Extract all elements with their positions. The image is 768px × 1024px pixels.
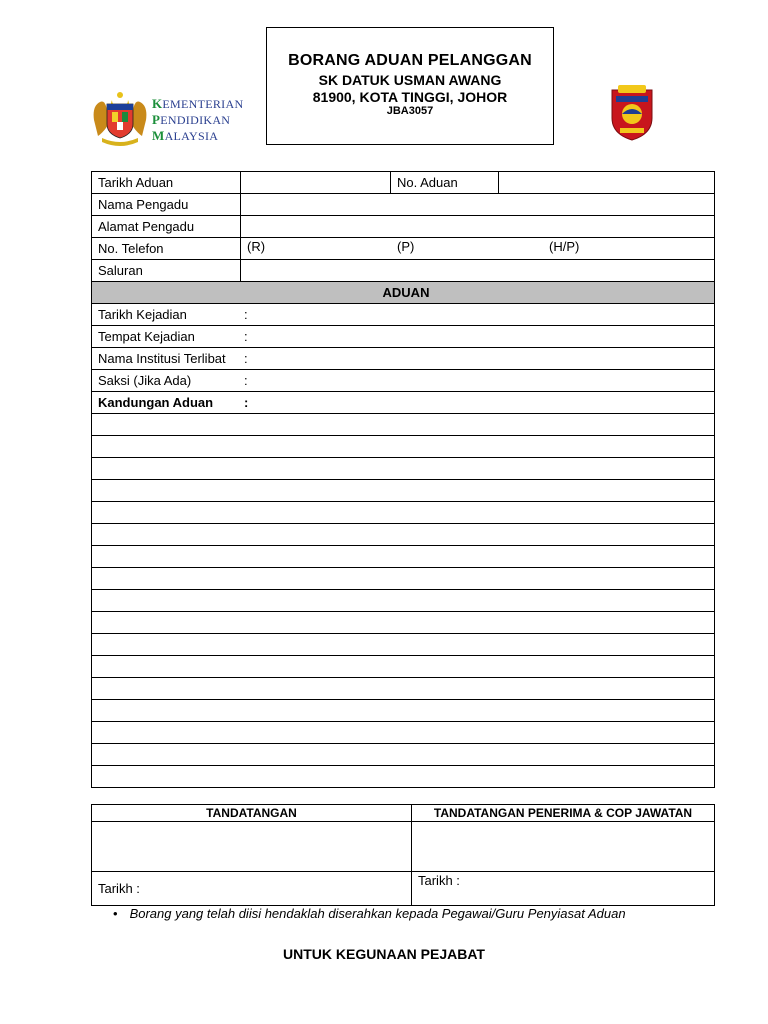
form-row <box>92 370 715 392</box>
form-row <box>92 194 715 216</box>
signature-table <box>91 804 715 906</box>
receiver-signature-box[interactable] <box>412 822 715 872</box>
complaint-content-input[interactable] <box>92 436 715 458</box>
no-aduan-input[interactable] <box>499 172 715 194</box>
tarikh-aduan-input[interactable] <box>241 172 391 194</box>
kpm-logo-text: KEMENTERIAN PENDIDIKAN MALAYSIA <box>152 96 244 143</box>
office-use-heading: UNTUK KEGUNAAN PEJABAT <box>283 946 485 962</box>
field-label-tarikh-kejadian: Tarikh Kejadian <box>98 307 187 322</box>
saksi-field[interactable] <box>92 370 715 392</box>
complaint-content-input[interactable] <box>92 524 715 546</box>
complaint-content-input[interactable] <box>92 678 715 700</box>
complaint-form-table <box>91 171 715 788</box>
field-label-no-aduan: No. Aduan <box>391 172 499 194</box>
kandungan-aduan-field[interactable] <box>92 392 715 414</box>
field-separator: : <box>244 329 248 344</box>
complaint-content-line <box>92 458 715 480</box>
signature-heading: TANDATANGAN <box>92 805 412 822</box>
school-address: 81900, KOTA TINGGI, JOHOR <box>312 89 508 105</box>
note-text: Borang yang telah diisi hendaklah diserahkan kepada Pegawai/Guru Penyiasat Aduan <box>129 906 626 921</box>
no-telefon-input[interactable] <box>241 238 715 260</box>
phone-r-label: (R) <box>247 239 266 254</box>
complaint-content-lines <box>92 414 715 788</box>
saluran-input[interactable] <box>241 260 715 282</box>
form-row <box>92 326 715 348</box>
complaint-content-input[interactable] <box>92 414 715 436</box>
complaint-content-line <box>92 590 715 612</box>
alamat-pengadu-input[interactable] <box>241 216 715 238</box>
field-label-nama-institusi: Nama Institusi Terlibat <box>98 351 226 366</box>
tempat-kejadian-field[interactable] <box>92 326 715 348</box>
complaint-content-input[interactable] <box>92 766 715 788</box>
nama-institusi-field[interactable] <box>92 348 715 370</box>
complaint-content-line <box>92 744 715 766</box>
complaint-content-input[interactable] <box>92 546 715 568</box>
phone-hp-label: (H/P) <box>549 239 580 254</box>
form-title: BORANG ADUAN PELANGGAN <box>288 52 532 69</box>
field-label-no-telefon: No. Telefon <box>92 238 241 260</box>
signature-header-row <box>92 805 715 822</box>
section-header-aduan <box>92 282 715 304</box>
complaint-content-input[interactable] <box>92 634 715 656</box>
field-label-kandungan-aduan: Kandungan Aduan <box>98 395 214 410</box>
complaint-content-line <box>92 502 715 524</box>
complaint-content-line <box>92 436 715 458</box>
form-row <box>92 238 715 260</box>
complaint-content-line <box>92 546 715 568</box>
school-code: JBA3057 <box>386 105 434 117</box>
field-separator: : <box>244 395 249 410</box>
school-crest-icon <box>608 84 656 142</box>
signature-space-row <box>92 822 715 872</box>
field-separator: : <box>244 373 248 388</box>
complaint-content-line <box>92 722 715 744</box>
complaint-content-input[interactable] <box>92 612 715 634</box>
form-row <box>92 348 715 370</box>
complaint-content-input[interactable] <box>92 590 715 612</box>
complaint-content-line <box>92 656 715 678</box>
school-name: SK DATUK USMAN AWANG <box>318 72 502 88</box>
tarikh-kejadian-field[interactable] <box>92 304 715 326</box>
form-title-box <box>266 27 554 145</box>
form-row <box>92 172 715 194</box>
field-separator: : <box>244 307 248 322</box>
bullet-icon: • <box>113 906 118 921</box>
complaint-content-input[interactable] <box>92 656 715 678</box>
complaint-content-line <box>92 678 715 700</box>
receiver-date-field[interactable]: Tarikh : <box>412 872 715 906</box>
complaint-content-line <box>92 414 715 436</box>
complaint-content-line <box>92 634 715 656</box>
field-label-alamat-pengadu: Alamat Pengadu <box>92 216 241 238</box>
field-label-saksi: Saksi (Jika Ada) <box>98 373 192 388</box>
complaint-content-input[interactable] <box>92 722 715 744</box>
complaint-content-line <box>92 480 715 502</box>
complaint-content-input[interactable] <box>92 458 715 480</box>
complaint-content-line <box>92 766 715 788</box>
form-row <box>92 260 715 282</box>
section-title-aduan: ADUAN <box>92 282 715 304</box>
complaint-content-input[interactable] <box>92 568 715 590</box>
complaint-content-line <box>92 524 715 546</box>
complaint-content-input[interactable] <box>92 744 715 766</box>
field-label-tarikh-aduan: Tarikh Aduan <box>92 172 241 194</box>
complaint-content-line <box>92 612 715 634</box>
receiver-signature-heading: TANDATANGAN PENERIMA & COP JAWATAN <box>412 805 715 822</box>
form-row <box>92 392 715 414</box>
field-label-saluran: Saluran <box>92 260 241 282</box>
complaint-content-input[interactable] <box>92 700 715 722</box>
complaint-content-line <box>92 700 715 722</box>
form-row <box>92 304 715 326</box>
phone-p-label: (P) <box>397 239 415 254</box>
submission-note <box>113 906 626 921</box>
complaint-content-line <box>92 568 715 590</box>
complaint-content-input[interactable] <box>92 480 715 502</box>
nama-pengadu-input[interactable] <box>241 194 715 216</box>
signature-date-field[interactable]: Tarikh : <box>92 872 412 906</box>
signature-date-row <box>92 872 715 906</box>
complaint-content-input[interactable] <box>92 502 715 524</box>
field-separator: : <box>244 351 248 366</box>
form-row <box>92 216 715 238</box>
signature-box[interactable] <box>92 822 412 872</box>
field-label-tempat-kejadian: Tempat Kejadian <box>98 329 195 344</box>
field-label-nama-pengadu: Nama Pengadu <box>92 194 241 216</box>
